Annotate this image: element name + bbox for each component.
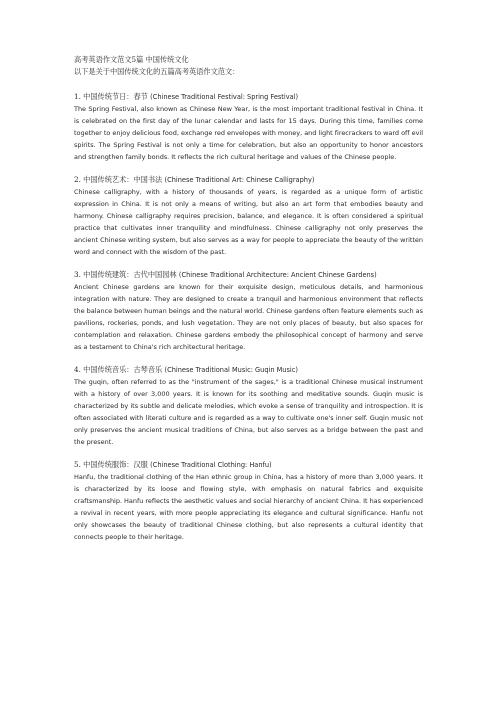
- section-heading-cn: 4. 中国传统音乐：古琴音乐: [74, 365, 163, 374]
- document-title: 高考英语作文范文5篇 中国传统文化: [74, 55, 189, 64]
- section-body: The Spring Festival, also known as Chinese New Year, is the most important traditional festival in China. It is celebrated on the first day of the lunar calendar and lasts for 15 days. During this time, families come together to enjoy delicious food, exchange red envelopes with money, and light firecrackers to ward off evil spirits. The Spring Festival is not only a time for celebration, but also an opportunity to honor ancestors and strengthen family bonds. It reflects the rich cultural heritage and values of the Chinese people.: [74, 105, 423, 161]
- document-intro: 以下是关于中国传统文化的五篇高考英语作文范文：: [74, 67, 240, 76]
- section-body: Chinese calligraphy, with a history of thousands of years, is regarded as a unique form of artistic expression in China. It is not only a means of writing, but also an art form that embodies beauty and harmony. Chinese calligraphy requires precision, balance, and elegance. It is often considered a spiritual practice that cultivates inner tranquility and mindfulness. Chinese calligraphy not only preserves the ancient Chinese writing system, but also serves as a way for people to appreciate the beauty of the written word and connect with the wisdom of the past.: [74, 188, 423, 256]
- section-3: [74, 269, 423, 353]
- document-page: [74, 54, 423, 543]
- section-body: Hanfu, the traditional clothing of the Han ethnic group in China, has a history of more than 3,000 years. It is characterized by its loose and flowing style, with emphasis on natural fabrics and exquisite craftsmanship. Hanfu reflects the aesthetic values and social hierarchy of ancient China. It has experienced a revival in recent years, with more people appreciating its elegance and cultural significance. Hanfu not only showcases the beauty of traditional Chinese clothing, but also represents a cultural identity that connects people to their heritage.: [74, 473, 423, 541]
- section-heading-cn: 3. 中国传统建筑：古代中国园林: [74, 270, 177, 279]
- section-heading-cn: 5. 中国传统服饰：汉服: [74, 460, 148, 469]
- section-body: Ancient Chinese gardens are known for their exquisite design, meticulous details, and harmonious integration with nature. They are designed to create a tranquil and harmonious environment that reflects the balance between human beings and the natural world. Chinese gardens often feature elements such as pavilions, rockeries, ponds, and lush vegetation. They are not only places of beauty, but also spaces for contemplation and relaxation. Chinese gardens embody the philosophical concept of harmony and serve as a testament to China's rich architectural heritage.: [74, 283, 423, 351]
- section-heading-en: (Chinese Traditional Festival: Spring Festival): [150, 93, 299, 101]
- section-heading-cn: 2. 中国传统艺术：中国书法: [74, 175, 163, 184]
- section-heading: [74, 269, 423, 281]
- section-2: [74, 174, 423, 258]
- section-heading: [74, 459, 423, 471]
- section-heading: [74, 91, 423, 103]
- section-heading-en: (Chinese Traditional Music: Guqin Music): [164, 366, 298, 374]
- section-heading-en: (Chinese Traditional Architecture: Ancient Chinese Gardens): [178, 271, 377, 279]
- section-body: The guqin, often referred to as the "instrument of the sages," is a traditional Chinese musical instrument with a history of over 3,000 years. It is known for its soothing and meditative sounds. Guqin music is characterized by its subtle and delicate melodies, which evoke a sense of tranquility and introspection. It is often associated with literati culture and is regarded as a way to cultivate one's inner self. Guqin music not only preserves the ancient musical traditions of China, but also serves as a bridge between the past and the present.: [74, 378, 423, 446]
- section-4: [74, 364, 423, 448]
- section-heading: [74, 174, 423, 186]
- section-heading: [74, 364, 423, 376]
- section-1: [74, 91, 423, 163]
- section-5: [74, 459, 423, 543]
- section-heading-en: (Chinese Traditional Clothing: Hanfu): [150, 461, 272, 469]
- section-heading-en: (Chinese Traditional Art: Chinese Calligraphy): [164, 176, 315, 184]
- section-heading-cn: 1. 中国传统节日：春节: [74, 92, 148, 101]
